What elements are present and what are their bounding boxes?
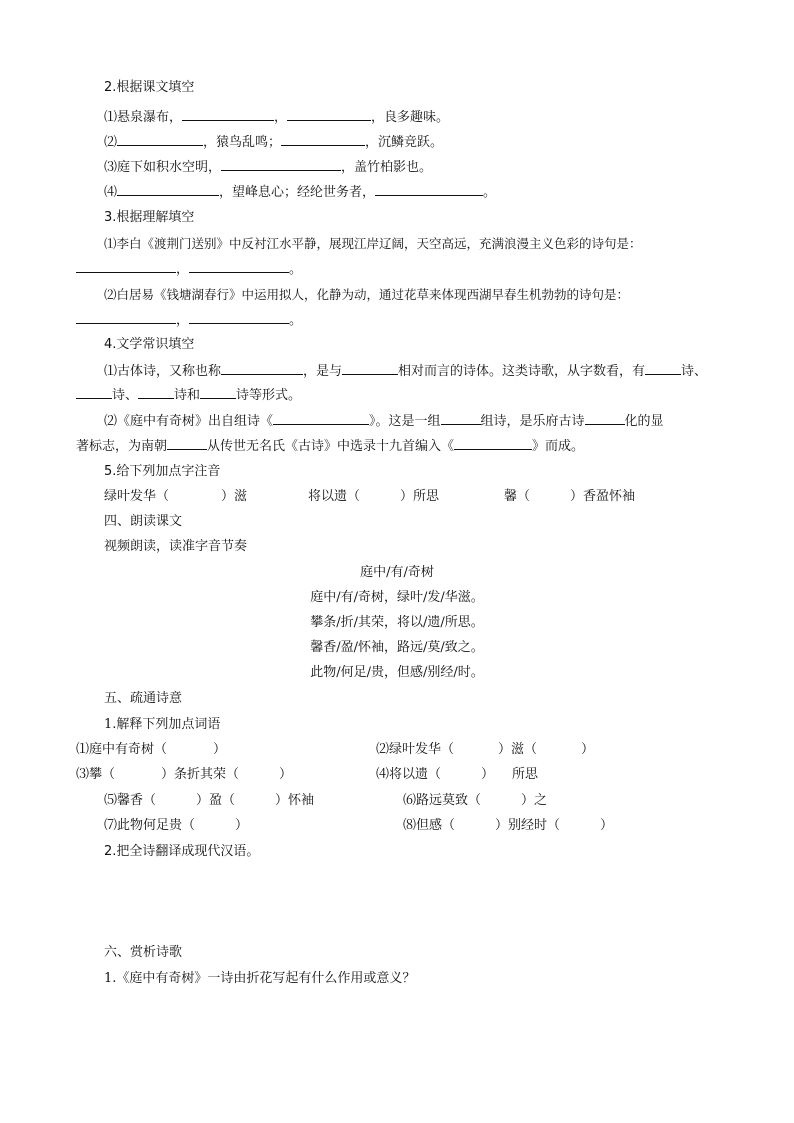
gloss-text: ）盈（ [196, 793, 236, 808]
gloss-text: ）别经时（ [495, 818, 561, 833]
fill-blank[interactable] [189, 260, 289, 273]
s2-q4-prefix: ⑷ [104, 185, 118, 200]
section-2-title: 2.根据课文填空 [104, 80, 195, 95]
fill-blank[interactable] [221, 158, 341, 171]
fill-blank[interactable] [117, 133, 203, 146]
gloss-text: ⑴庭中有奇树（ [76, 742, 168, 757]
s4-question-1-cont [76, 386, 301, 405]
s2-question-2 [104, 133, 443, 152]
s2-q4-suffix: 。 [483, 185, 497, 200]
reading-instruction: 视频朗读，读准字音节奏 [104, 539, 248, 554]
fill-blank[interactable] [182, 108, 274, 121]
s3-end: 。 [289, 313, 303, 328]
s4-q2-text: 化的显 [624, 414, 664, 429]
s3-q2-answer [76, 311, 302, 330]
s3-separator: ， [176, 262, 190, 277]
gloss-item-4 [376, 766, 538, 784]
gloss-text: ） [600, 818, 614, 833]
fill-blank[interactable] [138, 386, 174, 399]
s4-q2-text: 组诗，是乐府古诗 [480, 414, 585, 429]
gloss-text: ⑺此物何足贵（ [104, 818, 196, 833]
s2-q3-prefix: ⑶庭下如积水空明， [104, 160, 222, 175]
fill-blank[interactable] [281, 133, 365, 146]
fill-blank[interactable] [117, 183, 219, 196]
s5-item-text: 绿叶发华（ [104, 489, 170, 504]
s4-q2-text: ⑵《庭中有奇树》出自组诗《 [104, 414, 274, 429]
fill-blank[interactable] [200, 386, 236, 399]
s2-q2-suffix: ，沉鳞竞跃。 [365, 135, 444, 150]
fill-blank[interactable] [585, 412, 625, 425]
s5b-question-1: 1.解释下列加点词语 [104, 717, 221, 732]
s6-question-1: 1.《庭中有奇树》一诗由折花写起有什么作用或意义？ [104, 971, 416, 986]
gloss-text: ⑶攀（ [76, 767, 116, 782]
s3-question-1: ⑴李白《渡荆门送别》中反衬江水平静，展现江岸辽阔，天空高远，充满浪漫主义色彩的诗句是： [104, 236, 642, 251]
fill-blank[interactable] [645, 362, 681, 375]
gloss-text: ⑵绿叶发华（ [376, 742, 455, 757]
s2-question-3 [104, 158, 432, 177]
gloss-text: ） [279, 767, 293, 782]
poem-title: 庭中/有/奇树 [360, 565, 434, 580]
section-five-title: 五、疏通诗意 [104, 691, 183, 706]
s4-q1-text: 诗、 [112, 388, 139, 403]
fill-blank[interactable] [441, 412, 481, 425]
fill-blank[interactable] [76, 260, 176, 273]
gloss-text: ） [481, 767, 495, 782]
fill-blank[interactable] [221, 362, 303, 375]
s4-q2-text: 》。这是一组 [369, 414, 441, 429]
section-3-title: 3.根据理解填空 [104, 210, 195, 225]
poem-line: 此物/何足/贵，但感/别经/时。 [310, 665, 484, 680]
s2-question-1 [104, 108, 449, 127]
gloss-item-7 [104, 817, 248, 835]
s4-q1-text: 诗和 [174, 388, 201, 403]
gloss-text: ）滋（ [498, 742, 538, 757]
fill-blank[interactable] [189, 311, 289, 324]
s4-question-1 [104, 362, 707, 381]
s4-q2-text: 著标志，为南朝 [76, 439, 168, 454]
gloss-text: ）之 [521, 793, 548, 808]
poem-line: 攀条/折/其荣，将以/遗/所思。 [310, 615, 484, 630]
s5-item-1 [104, 488, 247, 506]
s3-question-2: ⑵白居易《钱塘湖春行》中运用拟人，化静为动，通过花草来体现西湖早春生机勃勃的诗句是： [104, 287, 630, 302]
s3-separator: ， [176, 313, 190, 328]
s5-item-text: ）滋 [221, 489, 248, 504]
fill-blank[interactable] [273, 412, 369, 425]
s5-item-text: 馨（ [504, 489, 531, 504]
s2-q1-suffix: ，良多趣味。 [371, 110, 450, 125]
s2-question-4 [104, 183, 496, 202]
s5-item-text: 将以遗（ [308, 489, 361, 504]
fill-blank[interactable] [76, 311, 176, 324]
gloss-item-2 [376, 741, 594, 759]
gloss-text: ） [213, 742, 227, 757]
fill-blank[interactable] [375, 183, 483, 196]
gloss-text: ）怀袖 [275, 793, 315, 808]
gloss-text: ）条折其荣（ [161, 767, 240, 782]
s4-q1-text: 相对而言的诗体。这类诗歌，从字数看，有 [398, 364, 646, 379]
fill-blank[interactable] [76, 386, 112, 399]
s2-q1-prefix: ⑴悬泉瀑布， [104, 110, 183, 125]
s4-q2-text: 》而成。 [532, 439, 585, 454]
s5b-question-2: 2.把全诗翻译成现代汉语。 [104, 844, 260, 859]
s4-question-2 [104, 412, 664, 431]
fill-blank[interactable] [342, 362, 398, 375]
gloss-text: ⑸馨香（ [104, 793, 157, 808]
s4-q1-text: ⑴古体诗，又称也称 [104, 364, 222, 379]
s5-item-3 [504, 488, 635, 506]
s2-q2-prefix: ⑵ [104, 135, 118, 150]
section-four-title: 四、朗读课文 [104, 514, 183, 529]
gloss-item-1 [76, 741, 226, 759]
s2-q2-middle: ，猿鸟乱鸣； [203, 135, 282, 150]
s3-q1-answer [76, 260, 302, 279]
s2-q1-separator: ， [274, 110, 288, 125]
fill-blank[interactable] [287, 108, 371, 121]
gloss-text: ⑷将以遗（ [376, 767, 442, 782]
fill-blank[interactable] [167, 437, 207, 450]
s5-item-text: ）所思 [400, 489, 440, 504]
gloss-text: ） [581, 742, 595, 757]
gloss-item-5 [104, 792, 314, 810]
section-5-title: 5.给下列加点字注音 [104, 464, 221, 479]
s4-q1-text: ，是与 [303, 364, 343, 379]
poem-line: 庭中/有/奇树，绿叶/发/华滋。 [310, 590, 484, 605]
s4-q1-text: 诗、 [681, 364, 708, 379]
fill-blank[interactable] [454, 437, 532, 450]
gloss-text: ） [235, 818, 249, 833]
gloss-text: ⑹路远莫致（ [403, 793, 482, 808]
section-4-title: 4.文学常识填空 [104, 337, 195, 352]
s4-q1-text: 诗等形式。 [236, 388, 302, 403]
gloss-item-3 [76, 766, 292, 784]
s4-q2-text: 从传世无名氏《古诗》中选录十九首编入《 [207, 439, 455, 454]
s2-q3-suffix: ，盖竹柏影也。 [341, 160, 433, 175]
s5-item-text: ）香盈怀袖 [570, 489, 636, 504]
gloss-item-6 [403, 792, 547, 810]
s5-item-2 [308, 488, 439, 506]
s4-question-2-cont [76, 437, 584, 456]
section-six-title: 六、赏析诗歌 [104, 945, 183, 960]
poem-line: 馨香/盈/怀袖，路远/莫/致之。 [310, 640, 484, 655]
s2-q4-middle: ，望峰息心；经纶世务者， [219, 185, 376, 200]
gloss-item-8 [403, 817, 613, 835]
gloss-text: ⑻但感（ [403, 818, 456, 833]
gloss-text: 所思 [512, 767, 539, 782]
s3-end: 。 [289, 262, 303, 277]
